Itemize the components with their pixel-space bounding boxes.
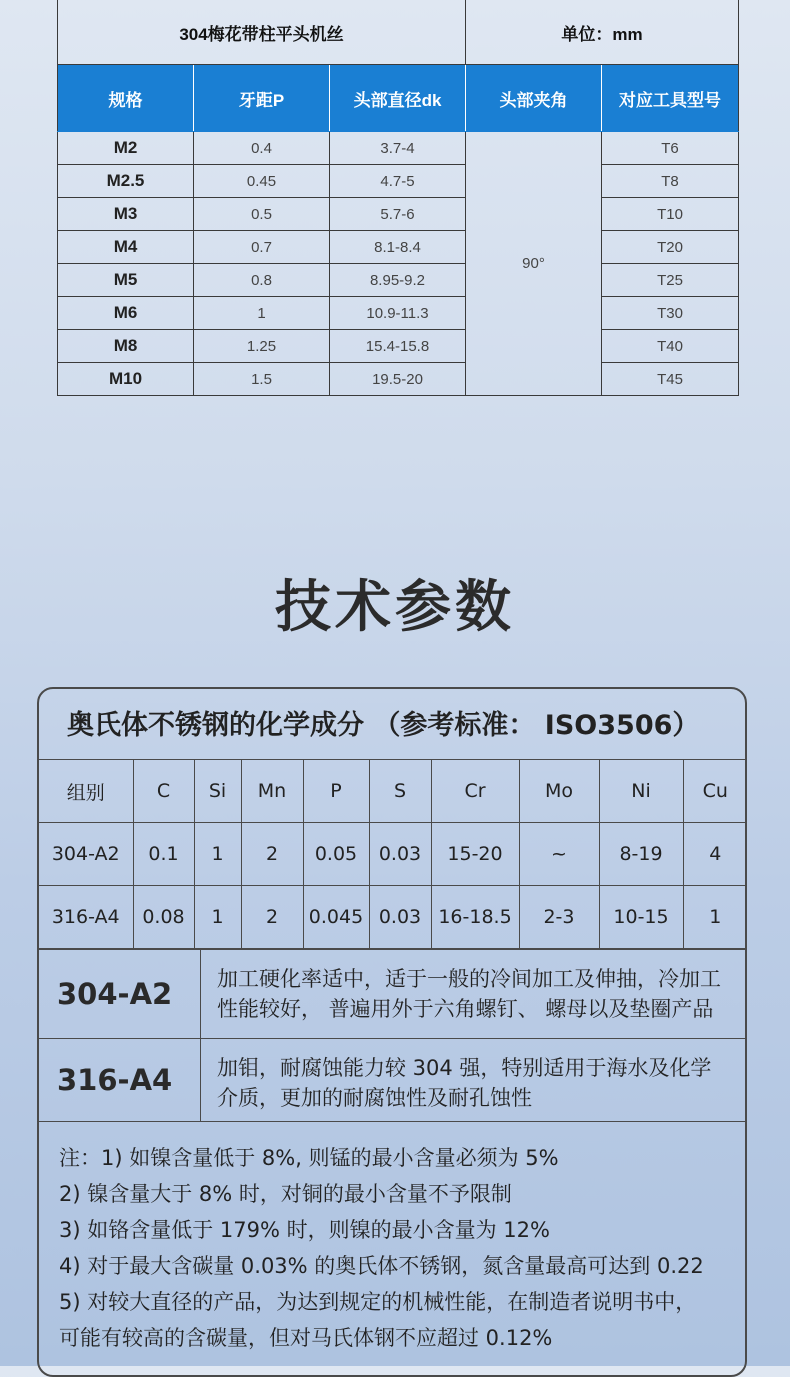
chem-header-cell: Cr	[431, 760, 519, 823]
chem-header-row	[39, 760, 747, 823]
grade-descriptions	[39, 949, 745, 1121]
spec-body	[58, 132, 739, 396]
spec-tool-cell: T30	[602, 297, 739, 330]
spec-pitch-cell: 1	[194, 297, 330, 330]
spec-pitch-cell: 1.5	[194, 363, 330, 396]
grade-description: 加钼，耐腐蚀能力较 304 强，特别适用于海水及化学 介质，更加的耐腐蚀性及耐孔蚀性	[217, 1056, 712, 1110]
spec-pitch-cell: 0.4	[194, 132, 330, 165]
spec-pitch-cell: 1.25	[194, 330, 330, 363]
note-line: 可能有较高的含碳量，但对马氏体钢不应超过 0.12%	[59, 1326, 553, 1350]
spec-size-cell: M2.5	[58, 165, 194, 198]
grade-row	[39, 949, 745, 1038]
chem-value-cell: 2	[241, 886, 303, 949]
chem-header-cell: S	[369, 760, 431, 823]
spec-size-cell: M6	[58, 297, 194, 330]
grade-name: 316-A4	[39, 1039, 201, 1121]
chem-value-cell: 0.045	[303, 886, 369, 949]
spec-row	[58, 330, 739, 363]
spec-row	[58, 264, 739, 297]
chem-value-cell: 15-20	[431, 823, 519, 886]
spec-row	[58, 132, 739, 165]
header-head-angle: 头部夹角	[466, 65, 602, 132]
spec-table	[57, 0, 739, 396]
spec-size-cell: M8	[58, 330, 194, 363]
note-line: 2) 镍含量大于 8% 时，对铜的最小含量不予限制	[59, 1182, 512, 1206]
spec-size-cell: M2	[58, 132, 194, 165]
spec-tool-cell: T20	[602, 231, 739, 264]
header-pitch: 牙距P	[194, 65, 330, 132]
chem-grade-cell: 316-A4	[39, 886, 133, 949]
chem-value-cell: 4	[683, 823, 747, 886]
chem-value-cell: 0.08	[133, 886, 194, 949]
chem-header-cell: Cu	[683, 760, 747, 823]
spec-angle-cell: 90°	[466, 132, 602, 396]
spec-size-cell: M4	[58, 231, 194, 264]
spec-head-diameter-cell: 15.4-15.8	[330, 330, 466, 363]
spec-tool-cell: T10	[602, 198, 739, 231]
chem-header-cell: Si	[194, 760, 241, 823]
chem-value-cell: 8-19	[599, 823, 683, 886]
notes	[39, 1121, 745, 1356]
chem-title: 奥氏体不锈钢的化学成分 （参考标准： ISO3506）	[39, 689, 745, 760]
grade-row	[39, 1038, 745, 1121]
chem-value-cell: 0.03	[369, 823, 431, 886]
spec-head-diameter-cell: 8.1-8.4	[330, 231, 466, 264]
chem-value-cell: 1	[194, 823, 241, 886]
chem-value-cell: 10-15	[599, 886, 683, 949]
chem-value-cell: 16-18.5	[431, 886, 519, 949]
spec-title: 304梅花带柱平头机丝	[58, 0, 466, 65]
chem-grade-cell: 304-A2	[39, 823, 133, 886]
spec-pitch-cell: 0.7	[194, 231, 330, 264]
spec-row	[58, 297, 739, 330]
spec-row	[58, 363, 739, 396]
spec-row	[58, 198, 739, 231]
header-size: 规格	[58, 65, 194, 132]
spec-tool-cell: T6	[602, 132, 739, 165]
spec-head-diameter-cell: 3.7-4	[330, 132, 466, 165]
header-tool-model: 对应工具型号	[602, 65, 739, 132]
spec-pitch-cell: 0.5	[194, 198, 330, 231]
chem-header-cell: Mn	[241, 760, 303, 823]
spec-tool-cell: T45	[602, 363, 739, 396]
chem-value-cell: 0.1	[133, 823, 194, 886]
chem-value-cell: 1	[683, 886, 747, 949]
chem-card	[37, 687, 747, 1377]
note-line: 3) 如铬含量低于 179% 时，则镍的最小含量为 12%	[59, 1218, 550, 1242]
chem-row	[39, 886, 747, 949]
chem-header-cell: P	[303, 760, 369, 823]
spec-head-diameter-cell: 8.95-9.2	[330, 264, 466, 297]
spec-header-row	[58, 65, 739, 132]
chem-header-cell: 组别	[39, 760, 133, 823]
spec-tool-cell: T8	[602, 165, 739, 198]
grade-description: 加工硬化率适中，适于一般的冷间加工及伸抽，冷加工 性能较好， 普遍用外于六角螺钉、 螺母以及垫圈产品	[217, 967, 721, 1021]
spec-size-cell: M5	[58, 264, 194, 297]
note-line: 5) 对较大直径的产品，为达到规定的机械性能，在制造者说明书中，	[59, 1290, 697, 1314]
section-title: 技术参数	[275, 575, 515, 640]
chem-value-cell: 0.03	[369, 886, 431, 949]
header-head-diameter: 头部直径dk	[330, 65, 466, 132]
spec-head-diameter-cell: 5.7-6	[330, 198, 466, 231]
note-line: 注：1) 如镍含量低于 8%, 则锰的最小含量必须为 5%	[59, 1146, 559, 1170]
spec-row	[58, 165, 739, 198]
spec-tool-cell: T25	[602, 264, 739, 297]
spec-size-cell: M3	[58, 198, 194, 231]
chem-header-cell: Ni	[599, 760, 683, 823]
chem-row	[39, 823, 747, 886]
chem-value-cell: 2	[241, 823, 303, 886]
spec-tool-cell: T40	[602, 330, 739, 363]
spec-size-cell: M10	[58, 363, 194, 396]
chem-value-cell: 2-3	[519, 886, 599, 949]
chem-value-cell: 1	[194, 886, 241, 949]
grade-name: 304-A2	[39, 950, 201, 1038]
note-line: 4) 对于最大含碳量 0.03% 的奥氏体不锈钢，氮含量最高可达到 0.22	[59, 1254, 704, 1278]
spec-row	[58, 231, 739, 264]
spec-head-diameter-cell: 4.7-5	[330, 165, 466, 198]
chem-body	[39, 823, 747, 949]
chem-table	[39, 760, 747, 949]
spec-head-diameter-cell: 10.9-11.3	[330, 297, 466, 330]
spec-unit: 单位：mm	[466, 0, 739, 65]
spec-title-row	[58, 0, 739, 65]
spec-pitch-cell: 0.45	[194, 165, 330, 198]
spec-pitch-cell: 0.8	[194, 264, 330, 297]
chem-header-cell: C	[133, 760, 194, 823]
spec-head-diameter-cell: 19.5-20	[330, 363, 466, 396]
chem-header-cell: Mo	[519, 760, 599, 823]
chem-value-cell: ~	[519, 823, 599, 886]
chem-value-cell: 0.05	[303, 823, 369, 886]
